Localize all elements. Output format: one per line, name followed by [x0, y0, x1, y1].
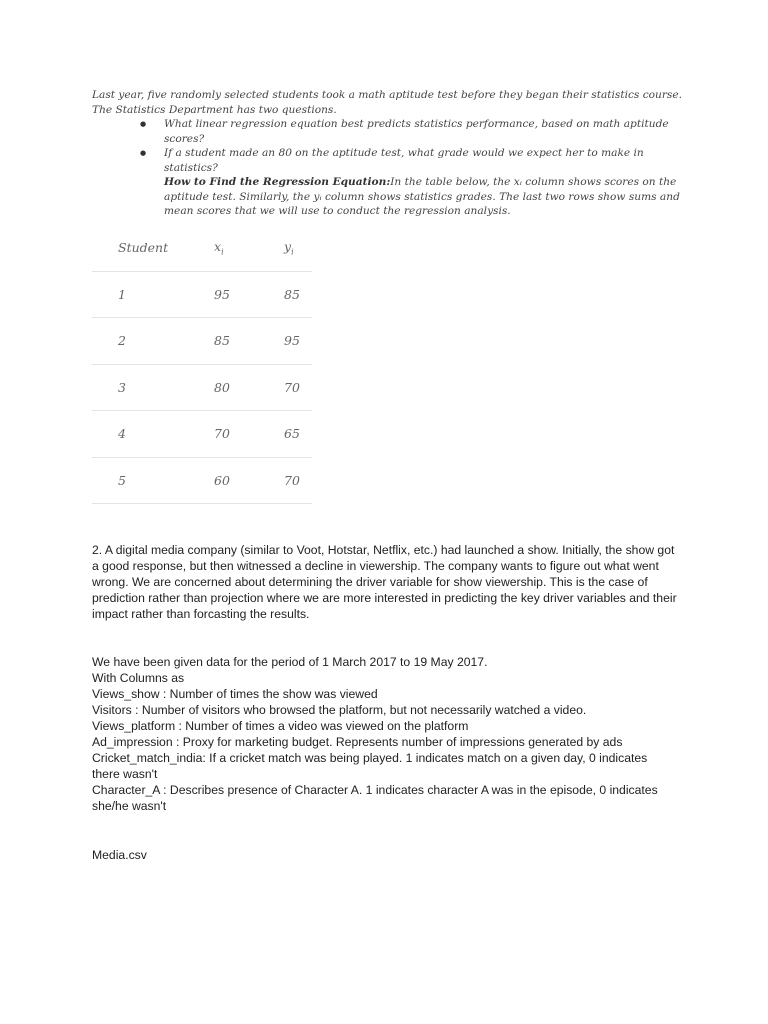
- cell-y: 95: [258, 318, 312, 365]
- header-student: Student: [118, 240, 169, 256]
- problem-paragraph: 2. A digital media company (similar to Voot, Hotstar, Netflix, etc.) had launched a show. Initially, the show got a good response, but then witnessed a decline in viewership. The company wants to figure out what went wrong. We are concerned about determining the driver variable for show viewership. This is the case of prediction rather than projection where we are more interested in predicting the key driver variables and their impact rather than forcasting the results.: [92, 543, 677, 621]
- cell-x: 80: [188, 364, 258, 411]
- cell-x: 60: [188, 457, 258, 504]
- cell-student: 1: [92, 271, 188, 318]
- question-list: [92, 117, 682, 219]
- cell-student: 3: [92, 364, 188, 411]
- scores-table: [92, 225, 312, 504]
- file-name: Media.csv: [92, 848, 147, 862]
- section-2: [92, 542, 678, 863]
- cell-y: 65: [258, 411, 312, 458]
- cell-x: 70: [188, 411, 258, 458]
- how-to-text: In the table below, the xᵢ column shows scores on the aptitude test. Similarly, the yᵢ column shows statistics grades. The last two rows show sums and mean scores that we will use to conduct the regression analysis.: [164, 176, 680, 217]
- intro-line-1: Last year, five randomly selected students took a math aptitude test before they began their statistics course.: [92, 89, 683, 101]
- column-description: Views_show : Number of times the show was viewed: [92, 687, 378, 701]
- column-description: Visitors : Number of visitors who browsed the platform, but not necessarily watched a video.: [92, 703, 587, 717]
- table-row: [92, 364, 312, 411]
- intro-line-2: The Statistics Department has two questions.: [92, 103, 337, 116]
- cell-y: 70: [258, 364, 312, 411]
- table-row: [92, 457, 312, 504]
- question-item: [92, 146, 682, 219]
- columns-intro: With Columns as: [92, 671, 185, 685]
- question-text: If a student made an 80 on the aptitude test, what grade would we expect her to make in statistics?: [164, 147, 644, 174]
- table-row: [92, 271, 312, 318]
- cell-y: 85: [258, 271, 312, 318]
- cell-student: 5: [92, 457, 188, 504]
- table-row: [92, 318, 312, 365]
- column-description: Views_platform : Number of times a video was viewed on the platform: [92, 719, 469, 733]
- cell-student: 2: [92, 318, 188, 365]
- header-x: $x_i$: [214, 239, 224, 257]
- table-row: [92, 411, 312, 458]
- column-description: Ad_impression : Proxy for marketing budget. Represents number of impressions generated by ads: [92, 735, 623, 749]
- cell-student: 4: [92, 411, 188, 458]
- intro-block: [92, 88, 682, 219]
- header-y: $y_i$: [284, 239, 294, 257]
- question-item: ● What linear regression equation best predicts statistics performance, based on math aptitude scores?: [92, 117, 682, 146]
- table-header-row: [92, 225, 312, 271]
- column-description: Cricket_match_india: If a cricket match was being played. 1 indicates match on a given day, 0 indicates there wasn't: [92, 751, 648, 781]
- cell-x: 95: [188, 271, 258, 318]
- cell-y: 70: [258, 457, 312, 504]
- cell-x: 85: [188, 318, 258, 365]
- column-description: Character_A : Describes presence of Character A. 1 indicates character A was in the episode, 0 indicates she/he wasn't: [92, 783, 658, 813]
- how-to-heading: How to Find the Regression Equation:: [164, 176, 391, 188]
- data-period: We have been given data for the period of 1 March 2017 to 19 May 2017.: [92, 655, 488, 669]
